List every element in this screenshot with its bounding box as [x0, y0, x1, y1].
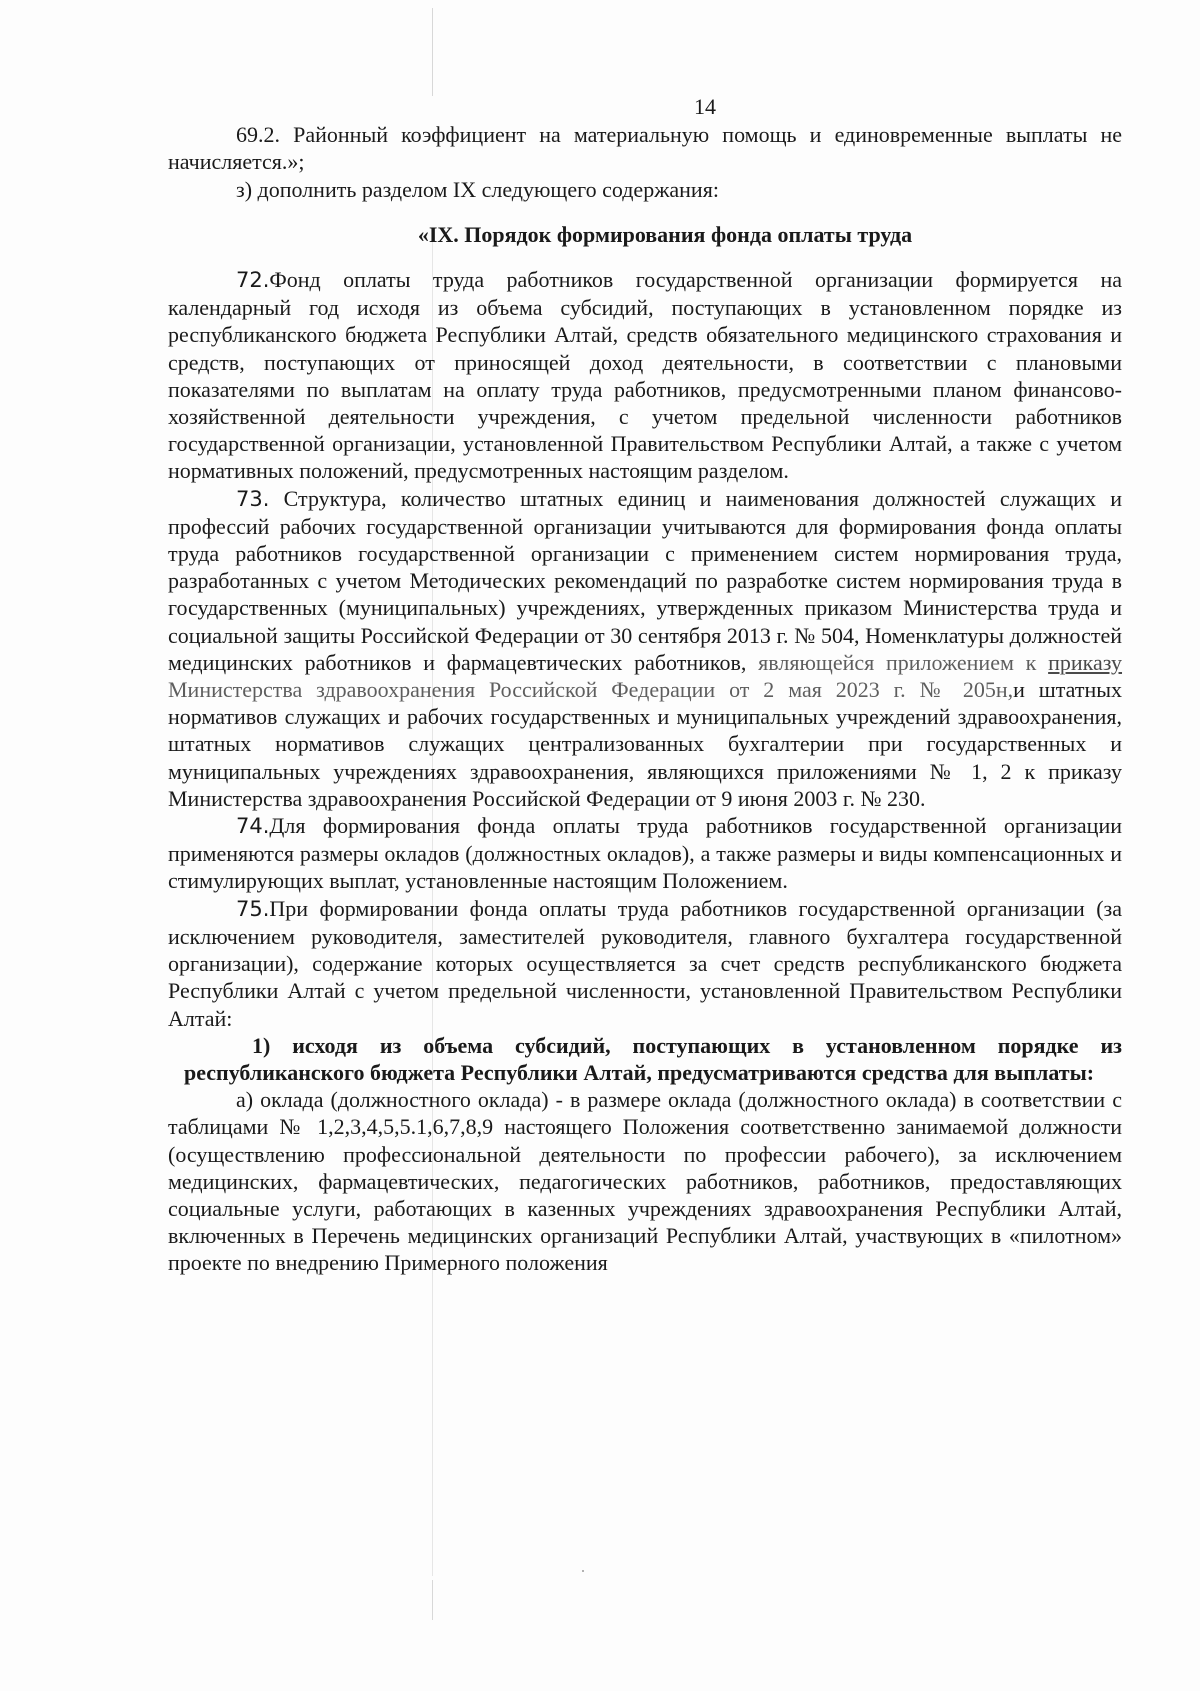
paragraph-75-number: 75. — [236, 896, 270, 921]
paragraph-75-text: При формировании фонда оплаты труда работников государственной организации (за исключением руководителя, заместителей руководителя, главного бухгалтера государственной организации), содержание которых осуществляется за счет средств республиканского бюджета Республики Алтай с учетом предельной численности, установленной Правительством Республики Алтай: — [168, 895, 1122, 1031]
paragraph-73-text-a: Структура, количество штатных единиц и наименования должностей служащих и профессий рабочих государственной организации учитываются для формирования фонда оплаты труда работников государственной организации с применением систем нормирования труда, разработанных с учетом Методических рекомендаций по разработке систем нормирования труда в государственных (муниципальных) учреждениях, утвержденных приказом Министерства труда и социальной защиты Российской Федерации от 30 сентября 2013 г. № 504, Номенклатуры должностей медицинских работников и фармацевтических работников, — [168, 485, 1122, 675]
paragraph-73-text-b2: Министерства здравоохранения Российской Федерации от 2 мая 2023 г. № 205н, — [168, 677, 1014, 703]
paragraph-74-number: 74. — [236, 814, 270, 839]
paragraph-z: з) дополнить разделом IX следующего содержания: — [236, 176, 719, 202]
paragraph-72 — [168, 266, 1122, 485]
paragraph-75 — [168, 895, 1122, 1032]
paragraph-73-number: 73. — [236, 486, 270, 511]
scan-speck — [582, 1570, 584, 1572]
document-body — [168, 93, 1122, 1277]
paragraph-75-1-a: а) оклада (должностного оклада) - в размере оклада (должностного оклада) в соответствии с таблицами № 1,2,3,4,5,5.1,6,7,8,9 настоящего Положения соответственно занимаемой должности (осуществлению профессиональной деятельности по профессии рабочего), за исключением медицинских, фармацевтических, педагогических работников, работников, предоставляющих социальные услуги, работающих в казенных учреждениях здравоохранения Республики Алтай, включенных в Перечень медицинских организаций Республики Алтай, участвующих в «пилотном» проекте по внедрению Примерного положения — [168, 1087, 1122, 1276]
paragraph-74 — [168, 812, 1122, 895]
paragraph-74-text: Для формирования фонда оплаты труда работников государственной организации применяются размеры окладов (должностных окладов), а также размеры и виды компенсационных и стимулирующих выплат, установленные настоящим Положением. — [168, 813, 1122, 894]
section-title: «IX. Порядок формирования фонда оплаты труда — [417, 221, 913, 247]
scan-fold-line-bottom — [432, 1580, 433, 1620]
scan-fold-line-top — [432, 8, 433, 96]
paragraph-73 — [168, 485, 1122, 812]
page-number: 14 — [694, 94, 716, 119]
paragraph-73-text-c: и штатных нормативов служащих и рабочих государственных и муниципальных учреждений здравоохранения, штатных нормативов служащих централизованных бухгалтерии при государственных и муниципальных учреждениях здравоохранения, являющихся приложениями № 1, 2 к приказу Министерства здравоохранения Российской Федерации от 9 июня 2003 г. № 230. — [168, 677, 1122, 811]
paragraph-75-1: 1) исходя из объема субсидий, поступающих в установленном порядке из республиканского бюджета Республики Алтай, предусматриваются средства для выплаты: — [184, 1032, 1122, 1085]
order-link[interactable]: приказу — [1048, 649, 1123, 675]
paragraph-73-text-b1: являющейся приложением к — [758, 649, 1049, 675]
paragraph-72-text: Фонд оплаты труда работников государственной организации формируется на календарный год исходя из объема субсидий, поступающих в установленном порядке из республиканского бюджета Республики Алтай, средств обязательного медицинского страхования и средств, поступающих от приносящей доход деятельности, в соответствии с плановыми показателями по выплатам на оплату труда работников, предусмотренными планом финансово-хозяйственной деятельности учреждения, с учетом предельной численности работников государственной организации, установленной Правительством Республики Алтай, а также с учетом нормативных положений, предусмотренных настоящим разделом. — [168, 267, 1122, 484]
paragraph-72-number: 72. — [236, 268, 270, 293]
paragraph-69-2: 69.2. Районный коэффициент на материальную помощь и единовременные выплаты не начисляется.»; — [168, 122, 1122, 175]
